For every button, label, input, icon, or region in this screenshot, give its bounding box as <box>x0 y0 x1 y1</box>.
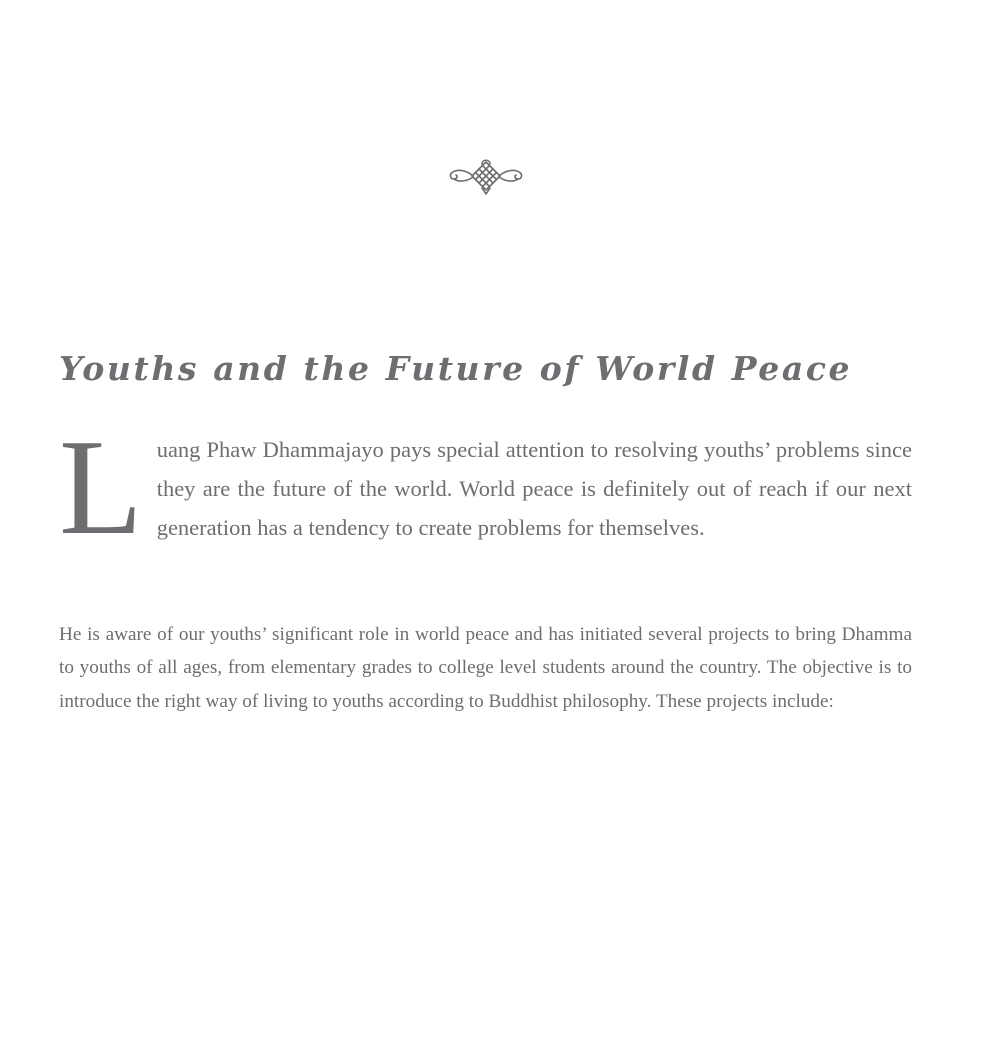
body-paragraph: He is aware of our youths’ significant role in world peace and has initiated several projects to bring Dhamma to youths of all ages, from elementary grades to college level students around the country. The objective is to introduce the right way of living to youths according to Buddhist philosophy. These projects include: <box>59 624 912 712</box>
drop-cap: L <box>59 411 143 563</box>
lead-paragraph <box>59 411 912 563</box>
endless-knot-flourish-icon <box>446 154 526 198</box>
lead-paragraph-text: uang Phaw Dhammajayo pays special attention to resolving youths’ problems since they are the future of the world. World peace is definitely out of reach if our next generation has a tendency to create problems for themselves. <box>156 437 912 540</box>
page-title: Youths and the Future of World Peace <box>59 349 853 388</box>
